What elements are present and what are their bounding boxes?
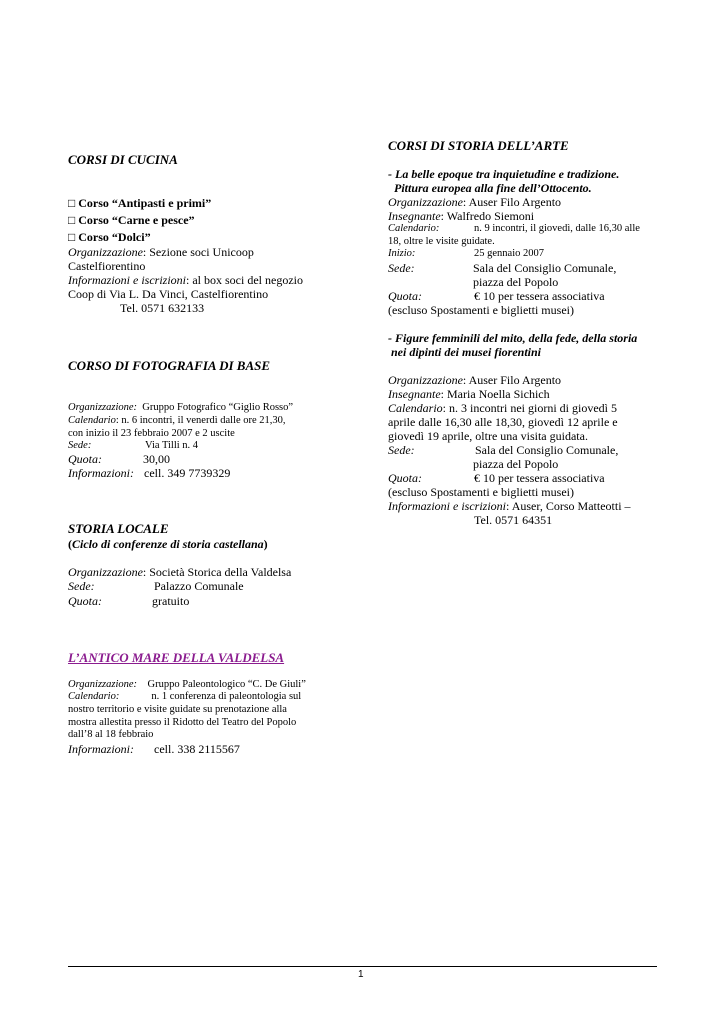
sede-value: Via Tilli n. 4 xyxy=(145,440,199,451)
organizzazione-line-2: Castelfiorentino xyxy=(68,259,146,273)
sede-value-2: piazza del Popolo xyxy=(473,275,559,289)
informazioni-label: Informazioni: xyxy=(68,466,134,480)
sede-value-2: piazza del Popolo xyxy=(473,457,559,471)
informazioni-value: cell. 349 7739329 xyxy=(144,466,231,480)
quota-label: Quota: xyxy=(388,471,422,485)
informazioni-label: Informazioni: xyxy=(68,742,134,756)
organizzazione-line: Organizzazione: Sezione soci Unicoop xyxy=(68,245,254,259)
organizzazione-line: Organizzazione: Società Storica della Valdelsa xyxy=(68,565,292,579)
section-title-antico-mare: L’ANTICO MARE DELLA VALDELSA xyxy=(68,650,285,665)
calendario-label: Calendario: xyxy=(388,223,440,234)
organizzazione-line: Organizzazione: Auser Filo Argento xyxy=(388,195,562,209)
quota-value-2: (escluso Spostamenti e biglietti musei) xyxy=(388,485,574,499)
sede-label: Sede: xyxy=(388,443,415,457)
calendario-line-2: aprile dalle 16,30 alle 18,30, giovedì 12 aprile e xyxy=(388,415,618,429)
course-item: □ Corso “Dolci” xyxy=(68,230,151,244)
sede-label: Sede: xyxy=(388,261,415,275)
sede-value: Sala del Consiglio Comunale, xyxy=(473,261,617,275)
section-title-storia-locale: STORIA LOCALE xyxy=(68,521,169,536)
section-subtitle: (Ciclo di conferenze di storia castellana) xyxy=(68,537,268,551)
section-title-fotografia: CORSO DI FOTOGRAFIA DI BASE xyxy=(68,358,271,373)
organizzazione-line: Organizzazione: Gruppo Fotografico “Giglio Rosso” xyxy=(68,402,294,413)
inizio-label: Inizio: xyxy=(388,248,416,259)
section-title-cucina: CORSI DI CUCINA xyxy=(68,152,178,167)
page-number: 1 xyxy=(358,969,364,980)
calendario-line: Calendario: n. 1 conferenza di paleontologia sul xyxy=(68,691,302,702)
calendario-line-4: dall’8 al 18 febbraio xyxy=(68,729,154,740)
calendario-line-2: nostro territorio e visite guidate su prenotazione alla xyxy=(68,704,287,715)
sede-label: Sede: xyxy=(68,579,95,593)
calendario-value-2: 18, oltre le visite guidate. xyxy=(388,236,495,247)
quota-label: Quota: xyxy=(68,594,102,608)
telephone: Tel. 0571 64351 xyxy=(474,513,553,527)
course-title-line-2: Pittura europea alla fine dell’Ottocento. xyxy=(394,181,592,195)
informazioni-line: Informazioni e iscrizioni: Auser, Corso Matteotti – xyxy=(388,499,631,513)
quota-label: Quota: xyxy=(68,452,102,466)
quota-label: Quota: xyxy=(388,289,422,303)
sede-value: Sala del Consiglio Comunale, xyxy=(475,443,619,457)
section-title-storia-arte: CORSI DI STORIA DELL’ARTE xyxy=(388,138,569,153)
telephone: Tel. 0571 632133 xyxy=(120,301,205,315)
quota-value: € 10 per tessera associativa xyxy=(474,471,605,485)
insegnante-line: Insegnante: Maria Noella Sichich xyxy=(388,387,550,401)
calendario-line-2: con inizio il 23 febbraio 2007 e 2 uscite xyxy=(68,428,235,439)
informazioni-line: Informazioni e iscrizioni: al box soci del negozio xyxy=(68,273,303,287)
course-title-line-1: - La belle epoque tra inquietudine e tradizione. xyxy=(388,167,620,181)
course-title-line-2: nei dipinti dei musei fiorentini xyxy=(391,345,542,359)
sede-value: Palazzo Comunale xyxy=(154,579,244,593)
course-item: □ Corso “Antipasti e primi” xyxy=(68,196,212,210)
informazioni-line-2: Coop di Via L. Da Vinci, Castelfiorentino xyxy=(68,287,269,301)
calendario-line: Calendario: n. 3 incontri nei giorni di giovedì 5 xyxy=(388,401,617,415)
quota-value: gratuito xyxy=(152,594,190,608)
organizzazione-line: Organizzazione: Gruppo Paleontologico “C. De Giuli” xyxy=(68,679,306,690)
calendario-line: Calendario: n. 6 incontri, il venerdì dalle ore 21,30, xyxy=(68,415,286,426)
calendario-line-3: giovedì 19 aprile, oltre una visita guidata. xyxy=(388,429,588,443)
insegnante-line: Insegnante: Walfredo Siemoni xyxy=(388,209,535,223)
calendario-value: n. 9 incontri, il giovedì, dalle 16,30 alle xyxy=(474,223,640,234)
quota-value: 30,00 xyxy=(143,452,170,466)
sede-label: Sede: xyxy=(68,440,92,451)
footer-rule xyxy=(68,966,657,967)
informazioni-value: cell. 338 2115567 xyxy=(154,742,240,756)
organizzazione-line: Organizzazione: Auser Filo Argento xyxy=(388,373,562,387)
quota-value-2: (escluso Spostamenti e biglietti musei) xyxy=(388,303,574,317)
quota-value: € 10 per tessera associativa xyxy=(474,289,605,303)
inizio-value: 25 gennaio 2007 xyxy=(474,248,544,259)
course-title-line-1: - Figure femminili del mito, della fede, della storia xyxy=(388,331,638,345)
calendario-line-3: mostra allestita presso il Ridotto del Teatro del Popolo xyxy=(68,717,297,728)
course-item: □ Corso “Carne e pesce” xyxy=(68,213,195,227)
